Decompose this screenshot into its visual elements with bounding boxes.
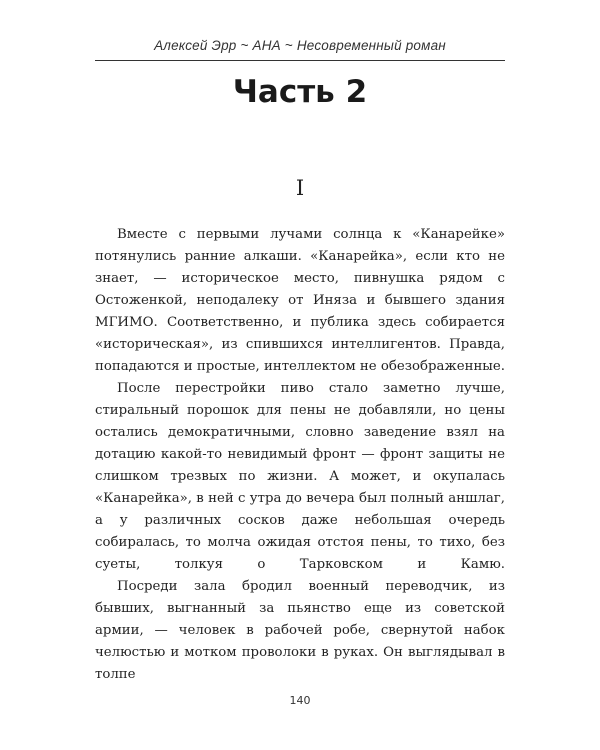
paragraph-3: Посреди зала бродил военный переводчик, из бывших, выгнанный за пьянство еще из советской армии, — человек в рабочей робе, свернутой набок челюстью и мотком проволоки в руках. Он выглядывал в толпе (95, 579, 505, 682)
paragraph-2: После перестройки пиво стало заметно лучше, стиральный порошок для пены не добавляли, но цены остались демократичными, словно заведение взял на дотацию какой-то невидимый фронт — фронт защиты не слишком трезвых по жизни. А может, и окупалась «Канарейка», в ней с утра до вечера был полный аншлаг, а у различных сосков даже небольшая очередь собиралась, то молча ожидая отстоя пены, то тихо, без суеты, толкуя о Тарковском и Камю. (95, 381, 505, 572)
paragraph-1: Вместе с первыми лучами солнца к «Канарейке» потянулись ранние алкаши. «Канарейка», если кто не знает, — историческое место, пивнушка рядом с Остоженкой, неподалеку от Иняза и бывшего здания МГИМО. Соответственно, и публика здесь собирается «историческая», из спившихся интеллигентов. Правда, попадаются и простые, интеллектом не обезображенные. (95, 227, 505, 374)
part-title: Часть 2 (232, 74, 368, 110)
body-text (95, 224, 505, 686)
chapter-number: I (295, 176, 305, 200)
running-head: Алексей Эрр ~ АНА ~ Несовременный роман (154, 38, 446, 53)
page-number: 140 (289, 694, 311, 707)
header-rule (95, 60, 505, 61)
